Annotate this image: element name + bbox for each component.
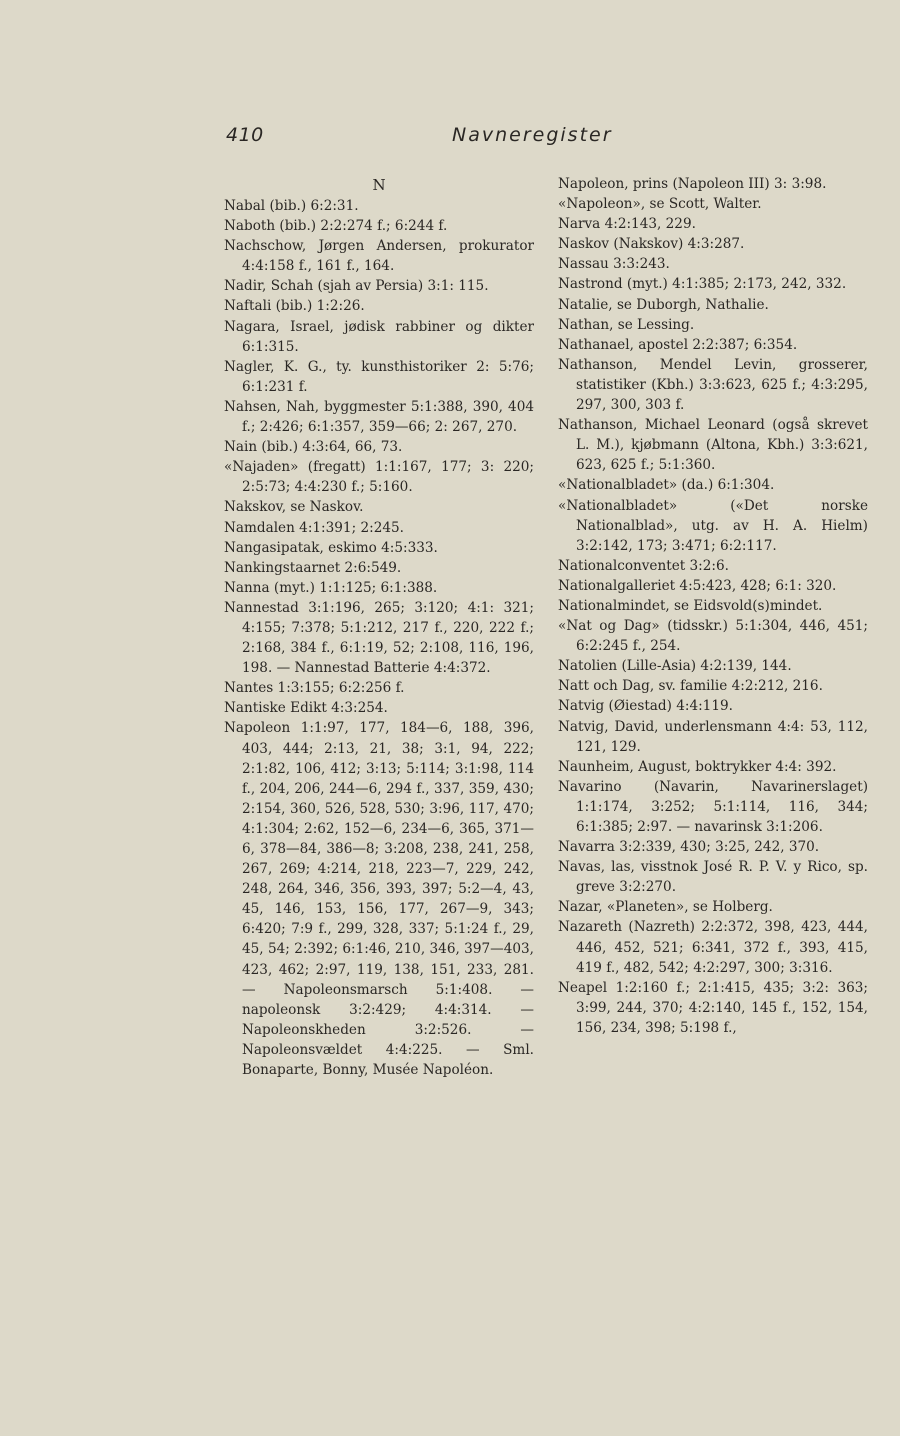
- index-entry: «Nat og Dag» (tidsskr.) 5:1:304, 446, 451; 6:2:245 f., 254.: [558, 618, 868, 655]
- index-entry: «Napoleon», se Scott, Walter.: [558, 196, 762, 213]
- index-entry: Navarino (Navarin, Navarinerslaget) 1:1:174, 3:252; 5:1:114, 116, 344; 6:1:385; 2:97. — navarinsk 3:1:206.: [558, 778, 868, 835]
- index-entry: «Nationalbladet» (da.) 6:1:304.: [558, 477, 775, 494]
- index-entry: Nankingstaarnet 2:6:549.: [224, 559, 402, 576]
- index-entry: Nathanson, Mendel Levin, grosserer, statistiker (Kbh.) 3:3:623, 625 f.; 4:3:295, 297, 300, 303 f.: [558, 356, 868, 414]
- index-entry: Nagara, Israel, jødisk rabbiner og dikter 6:1:315.: [224, 318, 534, 355]
- index-entry: Nadir, Schah (sjah av Persia) 3:1: 115.: [224, 278, 489, 295]
- index-entry: Naftali (bib.) 1:2:26.: [224, 298, 365, 315]
- index-entry: Nahsen, Nah, byggmester 5:1:388, 390, 404 f.; 2:426; 6:1:357, 359—66; 2: 267, 270.: [224, 398, 534, 436]
- index-entry: Nantes 1:3:155; 6:2:256 f.: [224, 680, 405, 697]
- left-column: [224, 174, 534, 1080]
- index-entry: Naboth (bib.) 2:2:274 f.; 6:244 f.: [224, 218, 448, 235]
- running-title: Navneregister: [452, 124, 613, 146]
- index-entry: Nachschow, Jørgen Andersen, prokurator 4:4:158 f., 161 f., 164.: [224, 238, 534, 275]
- index-entry: Namdalen 4:1:391; 2:245.: [224, 519, 404, 536]
- index-entry: Nagler, K. G., ty. kunsthistoriker 2: 5:76; 6:1:231 f.: [224, 358, 534, 395]
- index-entry: Natt och Dag, sv. familie 4:2:212, 216.: [558, 678, 823, 695]
- index-entry: Naskov (Nakskov) 4:3:287.: [558, 236, 745, 253]
- index-entry: Nanna (myt.) 1:1:125; 6:1:388.: [224, 579, 438, 596]
- index-entry: Nastrond (myt.) 4:1:385; 2:173, 242, 332.: [558, 276, 847, 293]
- index-entry: Natalie, se Duborgh, Nathalie.: [558, 296, 769, 313]
- index-entry: Nationalconventet 3:2:6.: [558, 557, 729, 574]
- index-entry: Nationalgalleriet 4:5:423, 428; 6:1: 320.: [558, 577, 837, 594]
- index-entry: Navarra 3:2:339, 430; 3:25, 242, 370.: [558, 839, 820, 856]
- index-entry: Navas, las, visstnok José R. P. V. y Rico, sp. greve 3:2:270.: [558, 859, 868, 896]
- index-entry: Natvig (Øiestad) 4:4:119.: [558, 698, 733, 715]
- right-column: [558, 174, 868, 1038]
- index-entry: «Nationalbladet» («Det norske Nationalblad», utg. av H. A. Hielm) 3:2:142, 173; 3:471; 6:2:117.: [558, 497, 868, 554]
- index-entry: Nathanson, Michael Leonard (også skrevet L. M.), kjøbmann (Altona, Kbh.) 3:3:621, 623, 625 f.; 5:1:360.: [558, 417, 868, 474]
- index-entry: «Najaden» (fregatt) 1:1:167, 177; 3: 220; 2:5:73; 4:4:230 f.; 5:160.: [224, 459, 534, 496]
- index-entry: Narva 4:2:143, 229.: [558, 216, 696, 233]
- index-entry: Nakskov, se Naskov.: [224, 499, 364, 516]
- index-entry: Natvig, David, underlensmann 4:4: 53, 112, 121, 129.: [558, 718, 868, 755]
- index-entry: Naunheim, August, boktrykker 4:4: 392.: [558, 758, 837, 775]
- index-entry: Nazar, «Planeten», se Holberg.: [558, 899, 773, 916]
- index-entry: Natolien (Lille-Asia) 4:2:139, 144.: [558, 658, 792, 675]
- index-entry: Napoleon 1:1:97, 177, 184—6, 188, 396, 403, 444; 2:13, 21, 38; 3:1, 94, 222; 2:1:82, 106, 412; 3:13; 5:114; 3:1:98, 114 f., 204, 206, 244—6, 294 f., 337, 359, 430; 2:154, 360, 526, 528, 530; 3:96, 117, 470; 4:1:304; 2:62, 152—6, 234—6, 365, 371—6, 378—84, 386—8; 3:208, 238, 241, 258, 267, 269; 4:214, 218, 223—7, 229, 242, 248, 264, 346, 356, 393, 397; 5:2—4, 43, 45, 146, 153, 156, 177, 267—9, 343; 6:420; 7:9 f., 299, 328, 337; 5:1:24 f., 29, 45, 54; 2:392; 6:1:46, 210, 346, 397—403, 423, 462; 2:97, 119, 138, 151, 233, 281. — Napoleonsmarsch 5:1:408. — napoleonsk 3:2:429; 4:4:314. — Napoleonskheden 3:2:526. — Napoleonsvældet 4:4:225. — Sml. Bonaparte, Bonny, Musée Napoléon.: [224, 720, 534, 1079]
- index-entry: Nannestad 3:1:196, 265; 3:120; 4:1: 321; 4:155; 7:378; 5:1:212, 217 f., 220, 222 f.; 2:168, 384 f., 6:1:19, 52; 2:108, 116, 196, 198. — Nannestad Batterie 4:4:372.: [224, 599, 534, 677]
- index-entry: Nabal (bib.) 6:2:31.: [224, 198, 359, 214]
- index-entry: Nain (bib.) 4:3:64, 66, 73.: [224, 439, 403, 456]
- index-entry: Nathanael, apostel 2:2:387; 6:354.: [558, 336, 798, 353]
- index-entry: Nangasipatak, eskimo 4:5:333.: [224, 539, 438, 556]
- index-entry: Nationalmindet, se Eidsvold(s)mindet.: [558, 597, 823, 614]
- index-entry: Nathan, se Lessing.: [558, 316, 695, 333]
- index-entry: Neapel 1:2:160 f.; 2:1:415, 435; 3:2: 363; 3:99, 244, 370; 4:2:140, 145 f., 152, 154, 156, 234, 398; 5:198 f.,: [558, 979, 868, 1036]
- index-entry: Nazareth (Nazreth) 2:2:372, 398, 423, 444, 446, 452, 521; 6:341, 372 f., 393, 415, 419 f., 482, 542; 4:2:297, 300; 3:316.: [558, 919, 868, 976]
- index-entry: Nantiske Edikt 4:3:254.: [224, 700, 388, 717]
- index-entry: Nassau 3:3:243.: [558, 256, 670, 273]
- page-number: 410: [226, 124, 264, 146]
- index-entry: Napoleon, prins (Napoleon III) 3: 3:98.: [558, 176, 827, 192]
- section-letter: N: [372, 176, 386, 194]
